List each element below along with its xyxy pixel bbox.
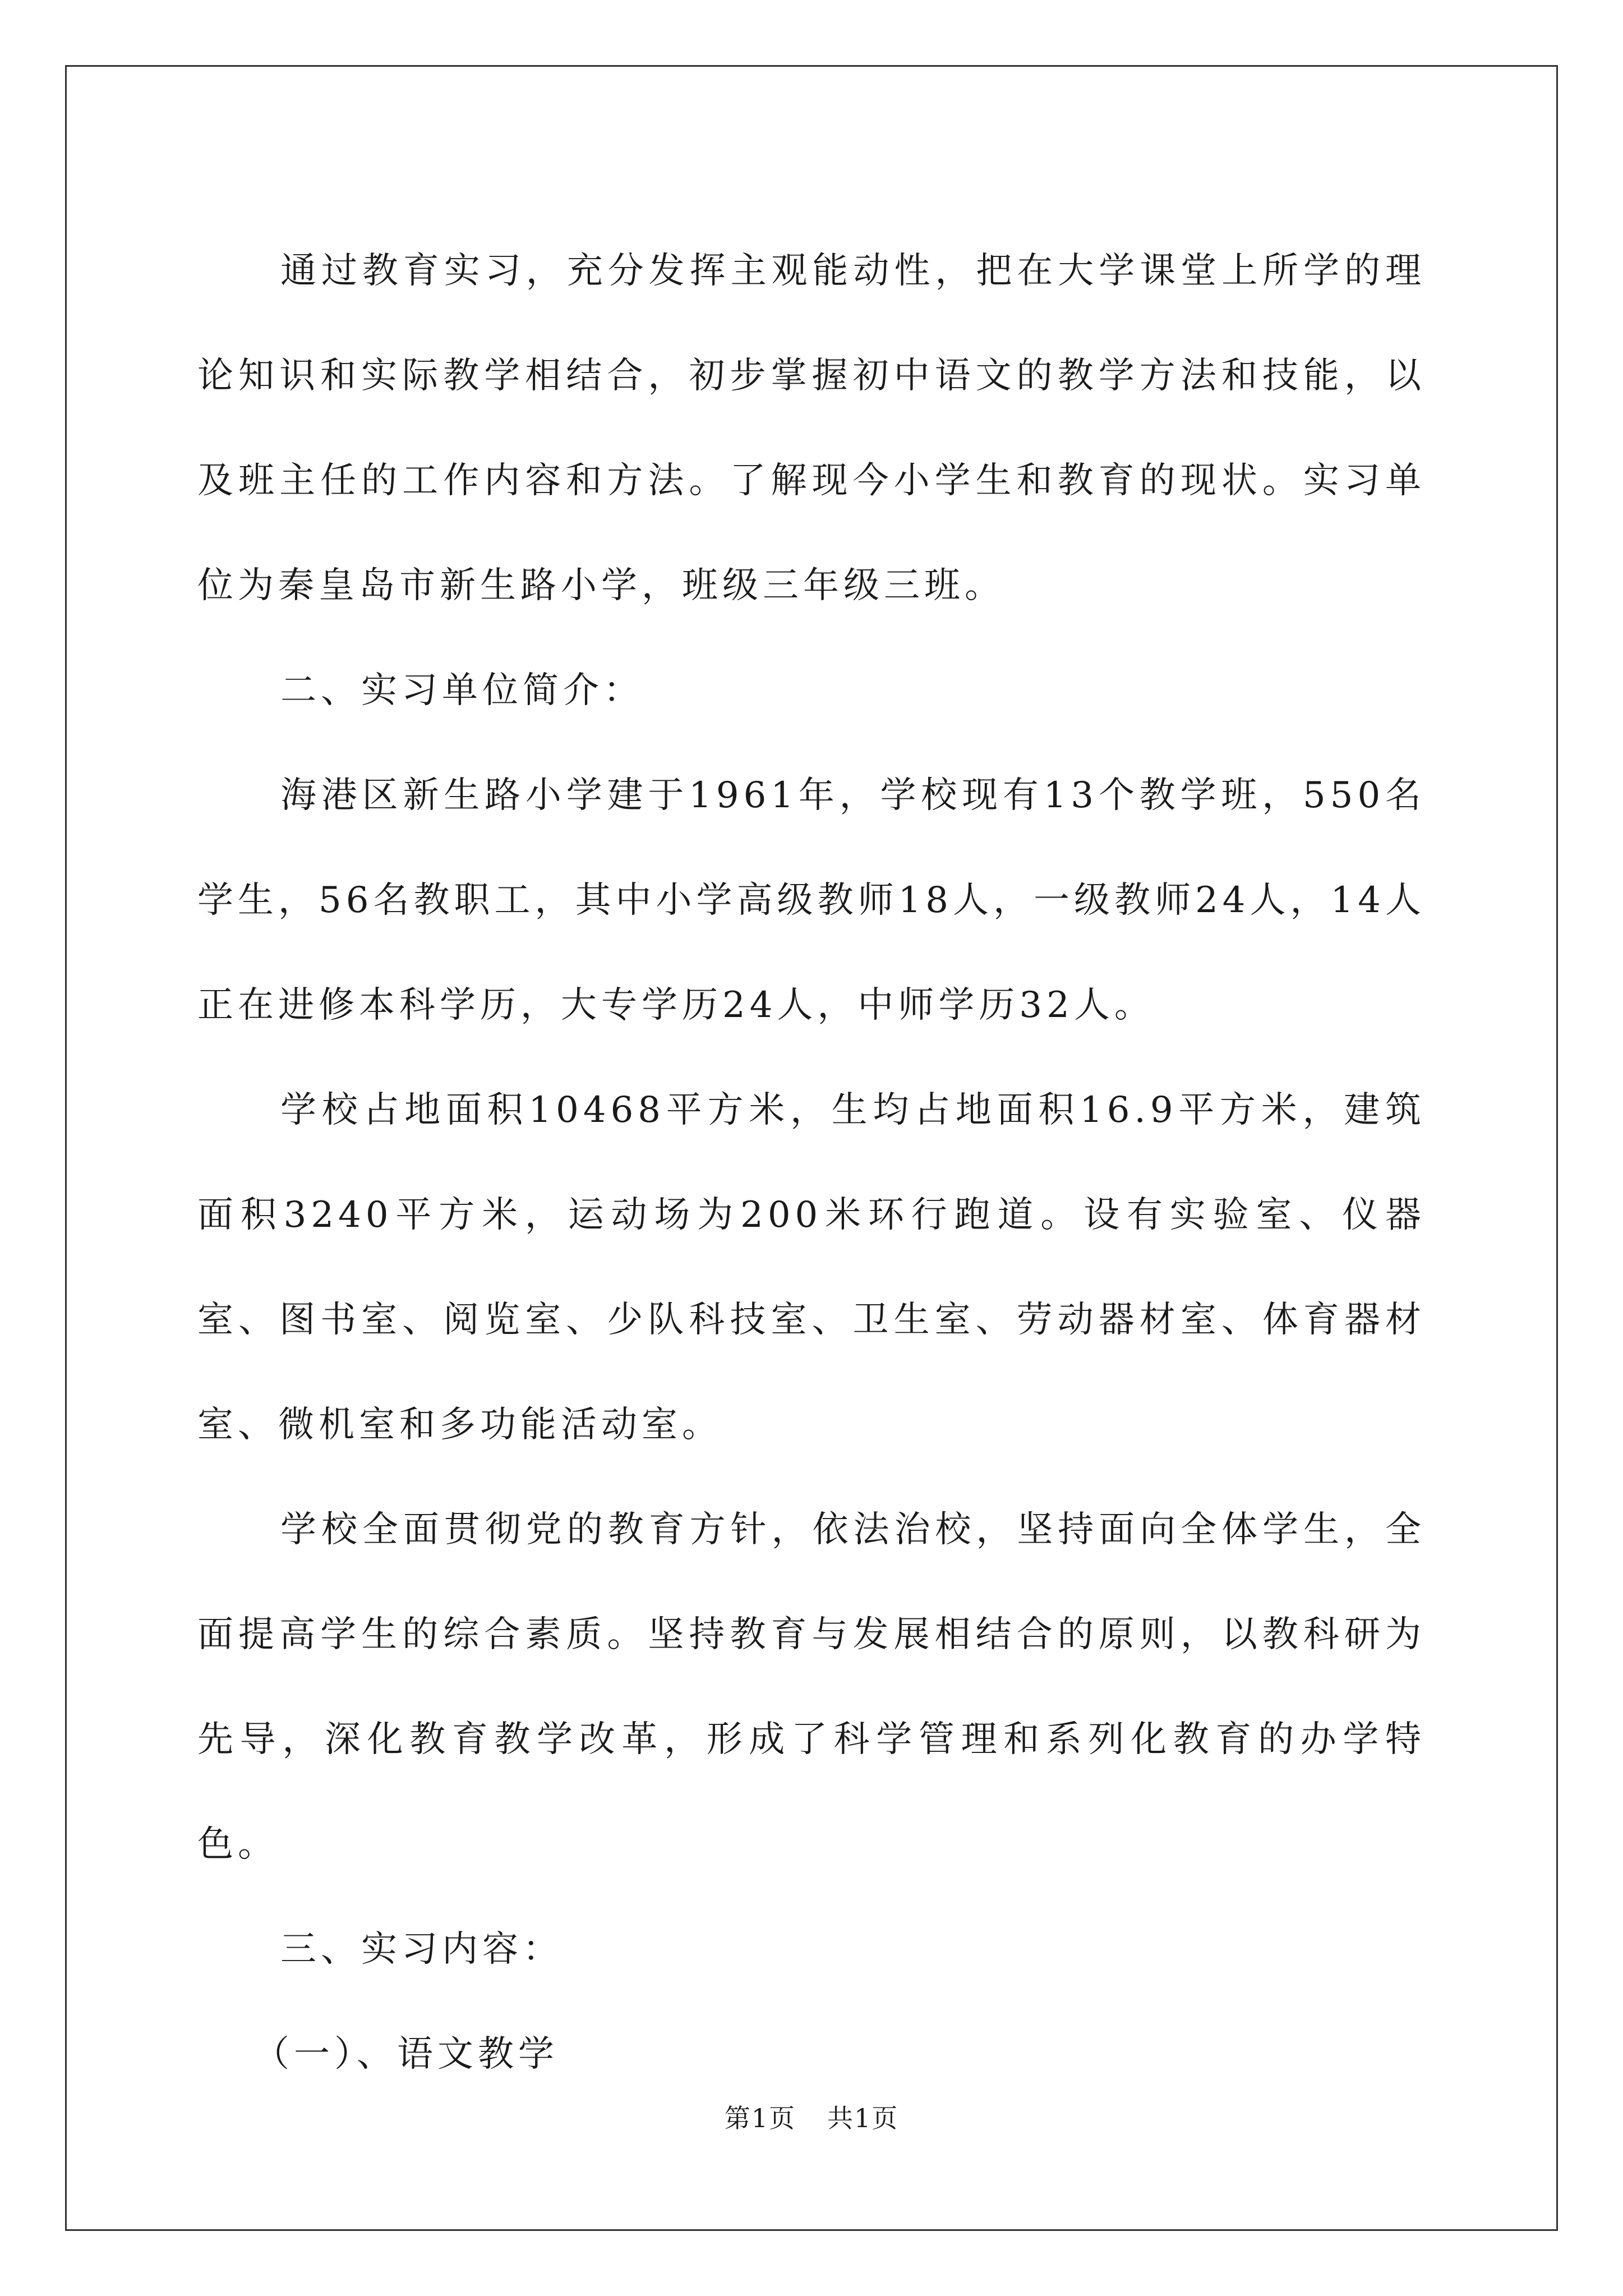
section-heading-unit-intro: 二、实习单位简介： xyxy=(280,670,644,711)
page-total: 共1页 xyxy=(827,2103,899,2133)
subsection-heading-chinese-teaching: （一）、语文教学 xyxy=(253,2033,559,2075)
document-body xyxy=(197,219,1426,2107)
paragraph-intro: 通过教育实习，充分发挥主观能动性，把在大学课堂上所学的理论知识和实际教学相结合，初步掌握初中语文的教学方法和技能，以及班主任的工作内容和方法。了解现今小学生和教育的现状。实习单位为秦皇岛市新生路小学，班级三年级三班。 xyxy=(197,250,1426,606)
paragraph-school-facilities: 学校占地面积10468平方米，生均占地面积16.9平方米，建筑面积3240平方米，运动场为200米环行跑道。设有实验室、仪器室、图书室、阅览室、少队科技室、卫生室、劳动器材室、体育器材室、微机室和多功能活动室。 xyxy=(197,1089,1426,1446)
paragraph-school-staff: 海港区新生路小学建于1961年，学校现有13个教学班，550名学生，56名教职工，其中小学高级教师18人，一级教师24人，14人正在进修本科学历，大专学历24人，中师学历32人。 xyxy=(197,775,1426,1026)
page-footer xyxy=(0,2098,1623,2135)
section-heading-content: 三、实习内容： xyxy=(280,1929,563,1970)
page-number: 第1页 xyxy=(724,2103,796,2133)
paragraph-school-policy: 学校全面贯彻党的教育方针，依法治校，坚持面向全体学生，全面提高学生的综合素质。坚持教育与发展相结合的原则，以教科研为先导，深化教育教学改革，形成了科学管理和系列化教育的办学特色。 xyxy=(197,1509,1426,1865)
